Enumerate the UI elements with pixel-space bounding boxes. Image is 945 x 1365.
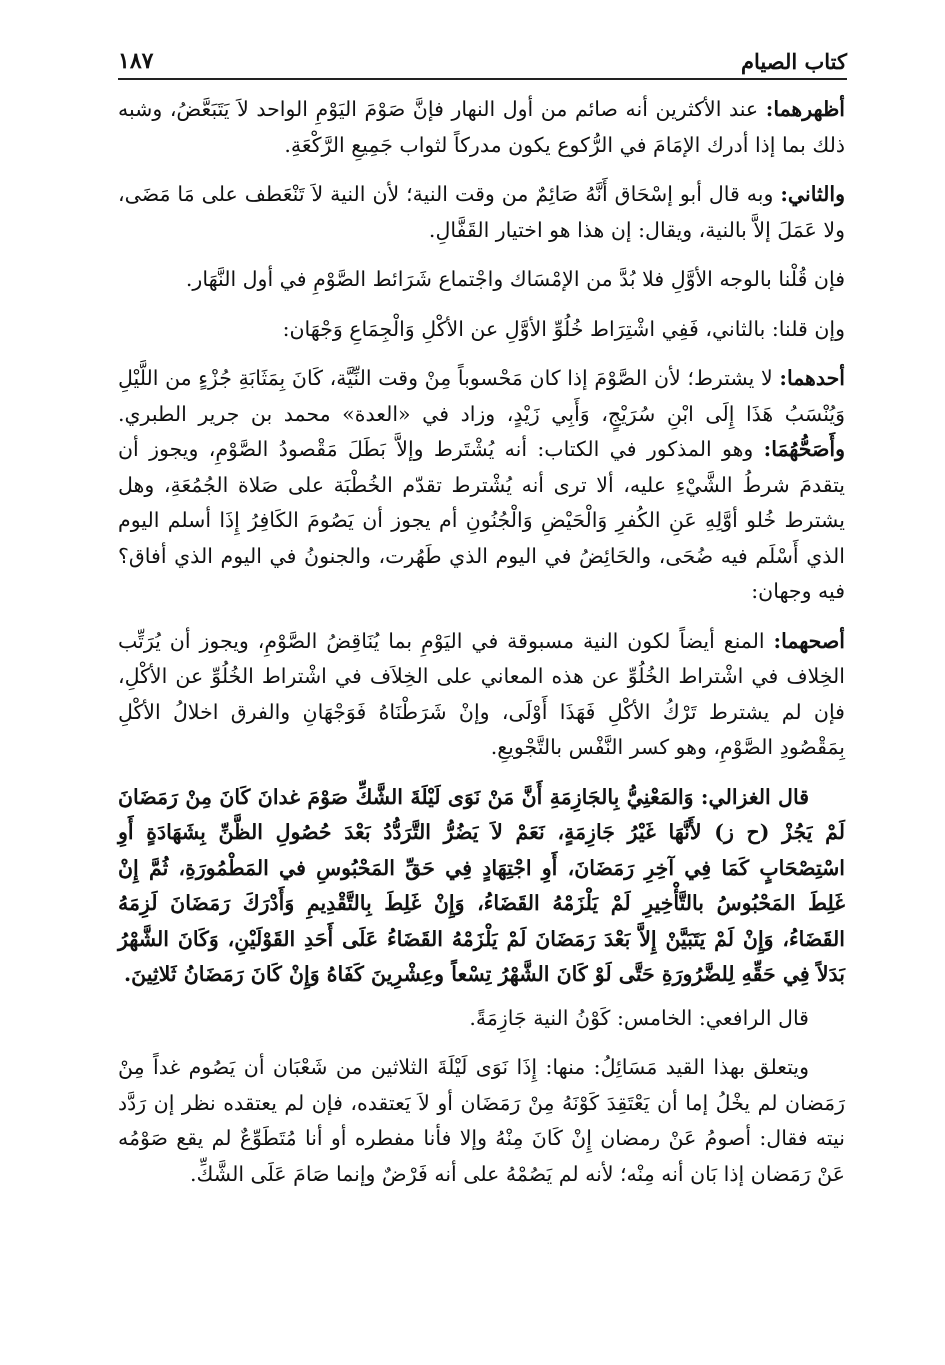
running-title: كتاب الصيام: [741, 49, 847, 74]
paragraph-text: وإن قلنا: بالثاني، فَفِي اشْتِرَاط خُلُوِّ الأوَّلِ عن الأكْلِ وَالْجِمَاعِ وَجْهَان:: [282, 316, 845, 341]
paragraph-azharuhuma: [118, 92, 845, 163]
paragraph-second-view-condition: [118, 312, 845, 348]
paragraph-ashahuhuma: [118, 624, 845, 766]
paragraph-ghazali-quote: [118, 780, 845, 993]
paragraph-text: قال الغزالي: وَالمَعْنِيُّ بِالجَازِمَةِ أَنَّ مَنْ نَوَى لَيْلَةَ الشَّكِّ صَوْمَ غدانَ كَانَ مِنْ رَمَضَانَ لَمْ يَجُزْ (ح ز) لأَنَّهَا غَيْرُ جَازِمَةٍ، نَعَمْ لاَ يَضُرُّ التَّرَدُّدُ بَعْدَ حُصُولِ الظَّنِّ بِشَهَادَةٍ أَوِ اسْتِصْحَابٍ كَمَا فِي آخِرِ رَمَضَانَ، أَوِ اجْتِهَادٍ فِي حَقِّ المَحْبُوسِ في المَطْمُورَةِ، ثُمَّ إِنْ غَلِطَ المَحْبُوسُ بالتَّأْخِيرِ لَمْ يَلْزَمْهُ القَضَاءُ، وَإِنْ غَلِطَ بِالتَّقْدِيمِ وَأَدْرَكَ رَمَضَانَ لَزِمَهُ القَضَاءُ، وَإِنْ لَمْ يَتَبَيَّنْ إِلاَّ بَعْدَ رَمَضَانَ لَمْ يَلْزَمْهُ القَضَاءُ عَلَى أَحَدِ القَوْلَيْنِ، وَكَانَ الشَّهْرُ بَدَلاً فِي حَقِّهِ لِلضَّرُورَةِ حَتَّى لَوْ كَانَ الشَّهْرُ تِسْعاً وعِشْرِينَ كَفَاهُ وَإِنْ كَانَ رَمَضَانُ ثَلاثِينَ.: [118, 784, 845, 986]
paragraph-text: وبه قال أبو إسْحَاق أَنَّهُ صَائِمٌ من وقت النية؛ لأن النية لاَ تَنْعَطف على مَا مَضَى، ولا عَمَلَ إلاَّ بالنية، ويقال: إن هذا هو اختيار القَفَّالِ.: [118, 182, 845, 242]
paragraph-text: فإن قُلْنا بالوجه الأوَّلِ فلا بُدَّ من الإمْسَاك واجْتماع شَرَائط الصَّوْمِ في أول النَّهَار.: [185, 267, 845, 291]
paragraph-rafii-fifth: [118, 1001, 845, 1037]
paragraph-text: قال الرافعي: الخامس: كَوْنُ النية جَازِمَةً.: [469, 1005, 809, 1030]
paragraph-first-view: [118, 262, 845, 298]
paragraph-text: وهو المذكور في الكتاب: أنه يُشْتَرط وإلاَّ بَطَلَ مَقْصودُ الصَّوْمِ، ويجوز أن يتقدمَ شرطُ الشَّيْءِ عليه، ألا ترى أنه يُشْترط تقدّم الخُطْبَة على صَلاة الجُمُعَةِ، وهل يشترط خُلو أوَّلِهِ عَنِ الكُفرِ وَالْحَيْضِ وَالْجُنُونِ أم يجوز أن يَصُومَ الكَافِرُ إِذَا أسلم اليوم الذي أَسْلَم فيه ضُحَى، والحَائِضُ في اليوم الذي طَهُرت، والجنونُ في اليوم الذي أفاق؟ فيه وجهان:: [118, 437, 845, 603]
paragraph-text: ويتعلق بهذا القيد مَسَائِلُ: منها: إِذَا نَوَى لَيْلَةَ الثلاثين من شَعْبَان أن يَصُوم غداً مِنْ رَمَضان لم يخْلُ إما أن يَعْتَقِدَ كَوْنَهُ مِنْ رَمَضَان أو لاَ يَعتقده، فإن لم يعتقده نظر إن رَدَّد نيته فقال: أصومُ عَنْ رمضان إِنْ كَانَ مِنْهُ وإلا فأنا مفطره أو أنا مُتَطَوِّعٌ لم يقع صَوْمُه عَنْ رَمَضان إذا بَان أنه مِنْه؛ لأنه لم يَصُمْهُ على أنه فَرْضٌ وإنما صَامَ عَلَى الشَّكِّ.: [118, 1055, 845, 1186]
page-number: ١٨٧: [118, 48, 154, 74]
paragraph-related-issues: [118, 1050, 845, 1192]
paragraph-text: عند الأكثرين أنه صائم من أول النهار فإنَّ صَوْمَ اليَوْمِ الواحد لاَ يَتَبَعَّضُ، وشبه ذلك بما إذا أدرك الإمَامَ في الرُّكوع يكون مدركاً لثواب جَمِيعِ الرَّكْعَةِ.: [118, 97, 845, 157]
paragraph-lead: أحدهما:: [779, 366, 845, 390]
paragraph-lead: والثاني:: [780, 182, 845, 206]
paragraph-lead: أصحهما:: [773, 628, 845, 653]
paragraph-second-view: [118, 177, 845, 248]
paragraph-lead: وأَصَحُّهُمَا:: [763, 437, 845, 461]
page-body: [118, 92, 845, 1200]
paragraph-lead: أظهرهما:: [765, 97, 845, 121]
paragraph-text: لا يشترط؛ لأن الصَّوْمَ إذا كان مَحْسوباً مِنْ وقت النِّيَّة، كَانَ بِمَثَابَةِ جُزْءٍ من اللَّيْلِ وَيُنْسَبُ هَذَا إِلَى ابْنِ سُرَيْجٍ، وَأَبِي زَيْدٍ، وزاد في «العدة» محمد بن جرير الطبري.: [118, 366, 845, 426]
paragraph-text: المنع أيضاً لكون النية مسبوقة في اليَوْمِ بما يُنَاقِضُ الصَّوْمِ، ويجوز أن يُرَتِّب الخِلاف في اشْتراط الخُلُوِّ عن هذه المعاني على الخِلاَف في اشْتراط الخُلُوِّ عن الأكْلِ، فإن لم يشترط تَرْكُ الأكْلِ فَهَذَا أَوْلَى، وإنْ شَرَطْنَاهُ فَوَجْهَانِ والفرق اخلالُ الأكْلِ بِمَقْصُودِ الصَّوْمِ، وهو كسر النَّفْس بالتَّجْويعِ.: [118, 628, 845, 759]
page-header: [118, 30, 847, 80]
paragraph-ahaduhuma: [118, 361, 845, 610]
